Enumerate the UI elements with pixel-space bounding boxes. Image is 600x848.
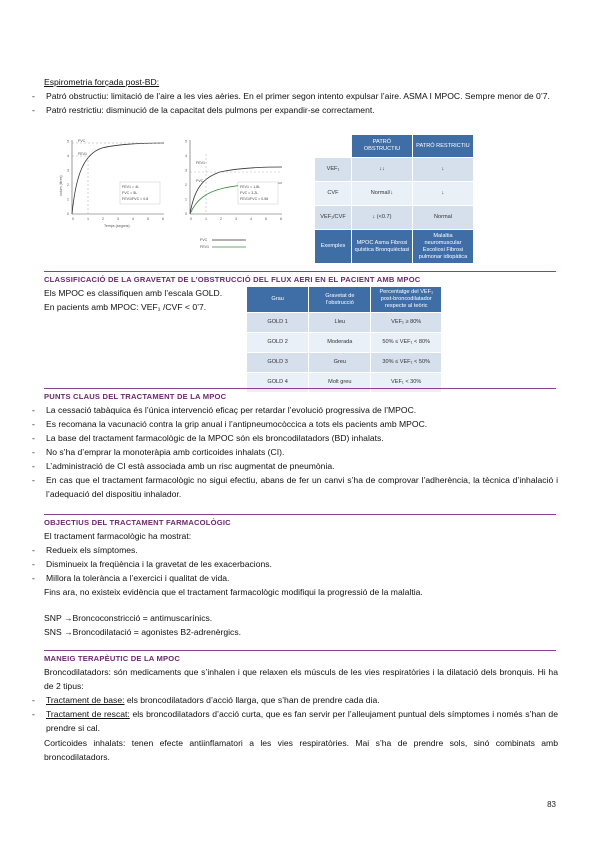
list-item: - En cas que el tractament farmacològic no sigui efectiu, abans de fer un canvi s’ha de comprovar l’adherència, la tècnica d’inhalació i l’adequació del dispositiu inhalador. <box>30 473 558 501</box>
list-item: - Millora la tolerància a l’exercici i qualitat de vida. <box>30 571 558 585</box>
section-title-punts: PUNTS CLAUS DEL TRACTAMENT DE LA MPOC <box>44 388 556 402</box>
section-title-gold: CLASSIFICACIÓ DE LA GRAVETAT DE L’OBSTRUCCIÓ DEL FLUX AERI EN EL PACIENT AMB MPOC <box>44 271 556 285</box>
list-item: - Es recomana la vacunació contra la grip anual i l’antipneumocòccica a tots els pacients amb MPOC. <box>30 417 558 431</box>
chart-legend: FEV1 = 1.8L <box>240 185 261 189</box>
x-tick-label: 5 <box>265 217 267 221</box>
list-item: - Patró restrictiu: disminució de la capacitat dels pulmons per expandir-se correctament. <box>30 103 558 117</box>
y-tick-label: 3 <box>67 168 69 173</box>
gold-line-1: Els MPOC es classifiquen amb l’escala GOLD. <box>44 288 223 298</box>
x-tick-label: 3 <box>117 217 119 221</box>
list-item: - No s’ha d’emprar la monoteràpia amb corticoides inhalats (CI). <box>30 445 558 459</box>
x-tick-label: 5 <box>147 217 149 221</box>
section-title-maneig: MANEIG TERAPÈUTIC DE LA MPOC <box>44 650 556 664</box>
x-tick-label: 0 <box>190 217 192 221</box>
table-cell: VEF₁ ≥ 80% <box>371 313 442 333</box>
rescat-text: els broncodilatadors d’acció curta, que es fan servir per l’alleujament puntual dels símptomes i només s’han de prendre si cal. <box>46 709 558 733</box>
y-tick-label: 4 <box>185 154 187 158</box>
chart-legend: FVC = 5L <box>122 191 138 195</box>
list-item <box>30 693 558 707</box>
objectius-list <box>30 543 558 585</box>
list-item <box>30 707 558 735</box>
chart-label: FEV1 <box>78 152 87 156</box>
x-tick-label: 2 <box>102 217 104 221</box>
rescat-label: Tractament de rescat: <box>46 709 130 719</box>
x-tick-label: 6 <box>162 217 164 221</box>
y-tick-label: 2 <box>185 183 187 187</box>
gold-line-2: En pacients amb MPOC: VEF₁ /CVF < 0’7. <box>44 302 207 312</box>
table-cell: GOLD 3 <box>247 353 309 373</box>
list-item: - Disminueix la freqüència i la gravetat de les exacerbacions. <box>30 557 558 571</box>
table-cell: Moderada <box>309 333 371 353</box>
table-row <box>315 158 474 182</box>
list-item: - Redueix els símptomes. <box>30 543 558 557</box>
y-tick-label: 5 <box>185 139 187 144</box>
x-tick-label: 4 <box>250 217 252 221</box>
pattern-table <box>314 134 474 264</box>
table-header: Grau <box>247 287 309 313</box>
table-cell: ↓ <box>412 182 473 206</box>
y-tick-label: 5 <box>67 139 69 144</box>
table-cell: 50% ≤ VEF₁ < 80% <box>371 333 442 353</box>
y-tick-label: 1 <box>67 197 69 202</box>
y-tick-label: 0 <box>67 212 69 216</box>
corticoides-text: Corticoides inhalats: tenen efecte antiinflamatori a les vies respiratòries. Mai s’ha de prendre sols, sinó combinats amb broncodilatadors. <box>44 738 558 762</box>
punts-list <box>30 403 558 501</box>
chart-legend: FEV1 = 4L <box>122 185 140 189</box>
table-cell: ↓↓ <box>351 158 412 182</box>
chart-label: FEV1 <box>196 161 205 165</box>
table-cell: 30% ≤ VEF₁ < 50% <box>371 353 442 373</box>
table-cell: MPOC Asma Fibrosi quística Bronquièctasi <box>351 230 412 264</box>
table-cell: Normal <box>412 206 473 230</box>
x-tick-label: 1 <box>87 217 89 221</box>
base-label: Tractament de base: <box>46 695 125 705</box>
table-cell: Normal/↓ <box>351 182 412 206</box>
x-tick-label: 0 <box>72 217 74 221</box>
spiro-list <box>30 89 558 117</box>
table-cell: CVF <box>315 182 352 206</box>
table-cell: GOLD 1 <box>247 313 309 333</box>
maneig-intro: Broncodilatadors: són medicaments que s’inhalen i que relaxen els músculs de les vies respiratòries i la dilatació dels bronquis. Hi ha de 2 tipus: <box>44 667 558 691</box>
table-cell: Malaltia neuromuscular Escoliosi Fibrosi pulmonar idiopàtica <box>412 230 473 264</box>
x-tick-label: 6 <box>280 217 282 221</box>
x-tick-label: 4 <box>132 217 134 221</box>
table-cell: VEF₁ <box>315 158 352 182</box>
list-item: - La base del tractament farmacològic de la MPOC són els broncodilatadors (BD) inhalats. <box>30 431 558 445</box>
legend-fvc: FVC <box>200 238 208 242</box>
list-item: - La cessació tabàquica és l’única intervenció eficaç per retardar l’evolució progressiva de l’MPOC. <box>30 403 558 417</box>
table-header <box>315 135 352 158</box>
y-tick-label: 2 <box>67 183 69 187</box>
y-tick-label: 3 <box>185 168 187 173</box>
table-header: PATRÓ RESTRICTIU <box>412 135 473 158</box>
legend-fev1: FEV1 <box>200 245 209 249</box>
table-cell: GOLD 2 <box>247 333 309 353</box>
table-cell: VEF₁/CVF <box>315 206 352 230</box>
table-row <box>315 182 474 206</box>
table-cell: GOLD 4 <box>247 373 309 393</box>
sns-line: SNS →Broncodilatació = agonistes B2-adrenèrgics. <box>44 627 242 637</box>
list-item: - Patró obstructiu: limitació de l’aire a les vies aèries. En el primer segon intento expulsar l’aire. ASMA I MPOC. Sempre menor de 0’7. <box>30 89 558 103</box>
table-row <box>315 206 474 230</box>
chart-xlabel: Temps (segons) <box>104 224 130 228</box>
table-cell: Exemples <box>315 230 352 264</box>
x-tick-label: 1 <box>205 217 207 221</box>
table-header: Percentatge del VEF₁ post-broncodilatador respecte al teòric <box>371 287 442 313</box>
table-cell: Greu <box>309 353 371 373</box>
x-tick-label: 2 <box>220 217 222 221</box>
list-item: - L’administració de CI està associada amb un risc augmentat de pneumònia. <box>30 459 558 473</box>
section-title-objectius: OBJECTIUS DEL TRACTAMENT FARMACOLÒGIC <box>44 514 556 528</box>
table-header: PATRÓ OBSTRUCTIU <box>351 135 412 158</box>
chart-legend: FEV1/FVC = 0.56 <box>240 197 269 201</box>
maneig-list <box>30 693 558 735</box>
base-text: els broncodilatadors d’acció llarga, que s’han de prendre cada dia. <box>124 695 380 705</box>
table-cell: Lleu <box>309 313 371 333</box>
x-tick-label: 3 <box>235 217 237 221</box>
table-cell: ↓ <box>412 158 473 182</box>
table-header: Gravetat de l’obstrucció <box>309 287 371 313</box>
chart-label: FVC <box>78 139 86 143</box>
gold-table <box>246 286 442 393</box>
y-tick-label: 1 <box>185 197 187 202</box>
chart-legend: FEV1/FVC = 0.8 <box>122 197 149 201</box>
chart-legend: FVC = 3.2L <box>240 191 259 195</box>
chart-ylabel: volum (litres) <box>59 175 63 196</box>
y-tick-label: 0 <box>185 212 187 216</box>
objectius-outro: Fins ara, no existeix evidència que el tractament farmacològic modifiqui la progressió de la malaltia. <box>44 587 423 597</box>
snp-line: SNP →Broncoconstricció = antimuscarínics. <box>44 613 213 623</box>
spirometry-obstructive-chart <box>176 134 288 254</box>
table-cell: ↓ (<0.7) <box>351 206 412 230</box>
spiro-heading: Espirometria forçada post-BD: <box>44 77 160 87</box>
objectius-intro: El tractament farmacològic ha mostrat: <box>44 531 192 541</box>
y-tick-label: 4 <box>67 154 69 158</box>
table-row <box>315 230 474 264</box>
table-cell: VEF₁ < 30% <box>371 373 442 393</box>
spirometry-normal-chart <box>58 134 170 230</box>
chart-label: FVC <box>196 179 204 183</box>
table-cell: Molt greu <box>309 373 371 393</box>
table-row <box>247 313 442 333</box>
table-row <box>247 353 442 373</box>
table-row <box>247 333 442 353</box>
page-number: 83 <box>547 800 556 809</box>
